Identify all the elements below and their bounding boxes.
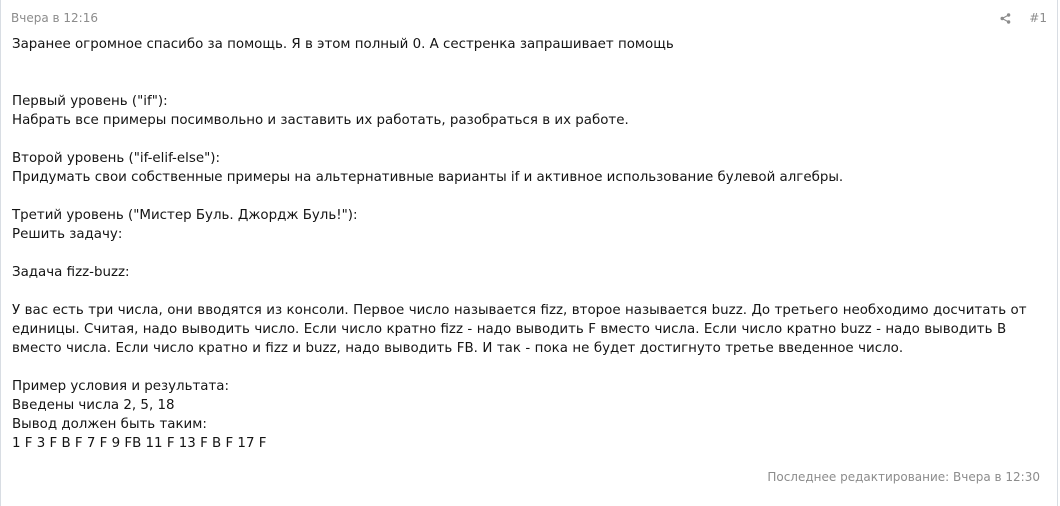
post-line: Введены числа 2, 5, 18 <box>12 398 175 413</box>
post-actions <box>1000 11 1047 25</box>
task-paragraph: У вас есть три числа, они вводятся из консоли. Первое число называется fizz, второе называется buzz. До третьего необходимо досчитать от единицы. Считая, надо выводить число. Если число кратно fizz - надо выводить F вместо числа. Если число кратно buzz - надо выводить B вместо числа. Если число кратно и fizz и buzz, надо выводить FB. И так - пока не будет достигнуто третье введенное число. <box>12 303 1027 356</box>
post-line <box>12 187 1052 206</box>
post-line: Вывод должен быть таким: <box>12 417 207 432</box>
post-line <box>12 54 1052 73</box>
post-body <box>12 35 1052 453</box>
post-line <box>12 244 1052 263</box>
post-line: Придумать свои собственные примеры на альтернативные варианты if и активное использование булевой алгебры. <box>12 170 844 185</box>
post-number-link[interactable]: #1 <box>1029 11 1047 25</box>
post-line: 1 F 3 F B F 7 F 9 FB 11 F 13 F B F 17 F <box>12 436 267 451</box>
post-line <box>12 130 1052 149</box>
share-icon[interactable] <box>1000 13 1011 24</box>
post-date[interactable]: Вчера в 12:16 <box>11 11 98 25</box>
post-header <box>11 9 1047 27</box>
post-line <box>12 73 1052 92</box>
last-edit-note: Последнее редактирование: Вчера в 12:30 <box>767 470 1040 484</box>
post-line: Решить задачу: <box>12 227 123 242</box>
post-line <box>12 358 1052 377</box>
post-line: Второй уровень ("if-elif-else"): <box>12 151 220 166</box>
post-line <box>12 282 1052 301</box>
post-line: Набрать все примеры посимвольно и заставить их работать, разобраться в их работе. <box>12 113 629 128</box>
post-line: Третий уровень ("Мистер Буль. Джордж Буль!"): <box>12 208 358 223</box>
post-line: Задача fizz-buzz: <box>12 265 130 280</box>
post-line: Пример условия и результата: <box>12 379 230 394</box>
post-line: Первый уровень ("if"): <box>12 94 168 109</box>
post-line: Заранее огромное спасибо за помощь. Я в этом полный 0. А сестренка запрашивает помощь <box>12 37 674 52</box>
